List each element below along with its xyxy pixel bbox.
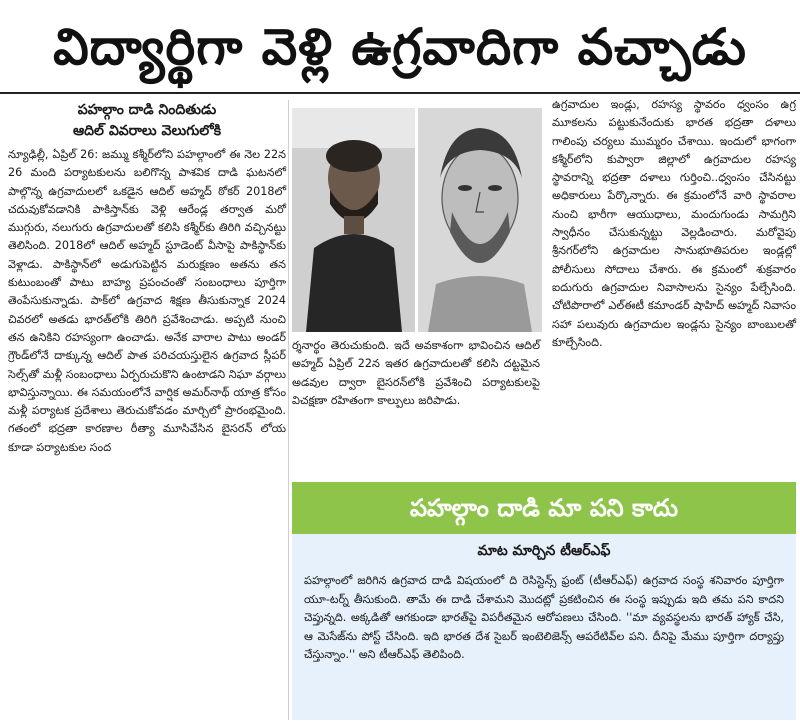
article-kicker <box>8 100 286 142</box>
article-column-middle <box>292 337 540 410</box>
sidebar-body: పహల్గాంలో జరిగిన ఉగ్రవాద దాడి విషయంలో ది రెసిస్టెన్స్ ఫ్రంట్ (టీఆర్‌ఎఫ్) ఉగ్రవాద సంస్థ శనివారం పూర్తిగా యూ-టర్న్ తీసుకుంది. తామే ఈ దాడి చేశామని మొదట్లో ప్రకటించిన ఈ సంస్థ ఇప్పుడు ఇది తమ పని కాదని చెప్తున్నది. అక్కడితో ఆగకుండా భారత్‌పై విపరీతమైన ఆరోపణలు చేసింది. ''మా వ్యవస్థలను భారత్ హ్యాక్ చేసి, ఆ మెసేజ్‌ను పోస్ట్ చేసింది. ఇది భారత దేశ సైబర్ ఇంటెలిజెన్స్ ఆపరేటివ్‌ల పని. దీనిపై మేము పూర్తిగా దర్యాప్తు చేస్తున్నాం.'' అని టీఆర్‌ఎఫ్ తెలిపింది. <box>304 574 784 661</box>
article-column-right <box>552 96 796 352</box>
suspect-sketch-image <box>418 108 542 332</box>
kicker-line-1: పహల్గాం దాడి నిందితుడు <box>77 102 217 118</box>
right-column-text: ఉగ్రవాదుల ఇండ్లు, రహస్య స్థావరం ధ్వంసం ఉగ్ర మూకలను పట్టుకునేందుకు భారత భద్రతా దళాలు గాలింపు చర్యలు ముమ్మరం చేశాయి. ఇందులో భాగంగా కశ్మీర్‌లోని కుప్వారా జిల్లాలో ఉగ్రవాదుల రహస్య స్థావరాన్ని భద్రతా దళాలు గుర్తించి..ధ్వంసం చేసినట్టు అధికారులు పేర్కొన్నారు. ఈ క్రమంలోనే వారి స్థావరాల నుంచి భారీగా ఆయుధాలు, మందుగుండు సామగ్రిని స్వాధీనం చేసుకున్నట్టు వెల్లడించారు. మరోవైపు శ్రీనగర్‌లోని ఉగ్రవాదుల సానుభూతిపరుల ఇండ్లల్లో పోలీసులు సోదాలు చేశారు. ఈ క్రమంలో శుక్రవారం ఐదుగురు ఉగ్రవాదుల నివాసాలను సైన్యం పేల్చేసింది. చోటిపొరాలో ఎల్‌ఈటీ కమాండర్ షాహిద్ అహ్మద్ నివాసం సహా పలువురు ఉగ్రవాదుల ఇండ్లను సైన్యం బాంబులతో కూల్చేసింది. <box>552 98 796 349</box>
sidebar-kicker: మాట మార్చిన టీఆర్‌ఎఫ్ <box>477 543 611 559</box>
headline: విద్యార్థిగా వెళ్లి ఉగ్రవాదిగా వచ్చాడు <box>53 18 747 76</box>
column-divider <box>288 100 289 720</box>
left-column-text: న్యూఢిల్లీ, ఏప్రిల్ 26: జమ్ము కశ్మీర్‌లోని పహల్గాంలో ఈ నెల 22న 26 మంది పర్యాటకులను బలిగొన్న పాశవిక దాడి ఘటనలో పాల్గొన్న ఉగ్రవాదులలో ఒకడైన ఆదిల్ అహ్మద్ ఠోకర్ 2018లో చదువుకోవడానికి పాకిస్తాన్‌కు వెళ్లి ఆరేండ్ల తర్వాత మరో ముగ్గురు, నలుగురు ఉగ్రవాదులతో కలిసి కశ్మీర్‌కు తిరిగి వచ్చినట్టు తెలిసింది. 2018లో ఆదిల్ అహ్మద్ స్టూడెంట్ వీసాపై పాకిస్థాన్‌కు వెళ్లాడు. పాకిస్థాన్‌లో అడుగుపెట్టిన మరుక్షణం అతను తన కుటుంబంతో పాటు బాహ్య ప్రపంచంతో సంబంధాలు పూర్తిగా తెంపేసుకున్నాడు. పాక్‌లో ఉగ్రవాద శిక్షణ తీసుకున్నాక 2024 చివరలో అతడు భారత్‌లోకి తిరిగి ప్రవేశించాడు. అప్పటి నుంచి తన ఉనికిని రహస్యంగా ఉంచాడు. అనేక వారాల పాటు అండర్ గ్రౌండ్‌లోనే దాక్కున్న ఆదిల్ పాత పరిచయస్తులైన ఉగ్రవాద స్లీపర్ సెల్స్‌తో మళ్లీ సంబంధాలు ఏర్పరుచుకొని ఉంటాడని నిఘా వర్గాలు భావిస్తున్నాయి. ఈ సమయంలోనే వార్షిక అమర్‌నాథ్ యాత్ర కోసం మళ్లీ పర్యాటక ప్రదేశాలు తెరుచుకోవడం మార్చిలో ప్రారంభమైంది. గతంలో భద్రతా కారణాల రీత్యా మూసివేసిన బైసరన్ లోయ కూడా పర్యాటకుల సంద <box>8 148 286 454</box>
headline-rule <box>0 92 800 94</box>
suspect-photo-image <box>292 108 415 332</box>
suspect-sketch <box>418 108 542 332</box>
suspect-photo <box>292 108 415 332</box>
sidebar-title: పహల్గాం దాడి మా పని కాదు <box>292 482 796 534</box>
kicker-line-2: ఆదిల్ వివరాలు వెలుగులోకి <box>72 123 222 139</box>
article-column-left <box>8 146 286 457</box>
middle-column-text: ర్శనార్థం తెరుచుకుంది. ఇదే అవకాశంగా భావించిన ఆదిల్ అహ్మద్ ఏప్రిల్ 22న ఇతర ఉగ్రవాదులతో కలిసి దట్టమైన అడవుల ద్వారా బైసరన్‌లోకి ప్రవేశించి పర్యాటకులపై విచక్షణా రహితంగా కాల్పులు జరిపాడు. <box>292 339 540 407</box>
